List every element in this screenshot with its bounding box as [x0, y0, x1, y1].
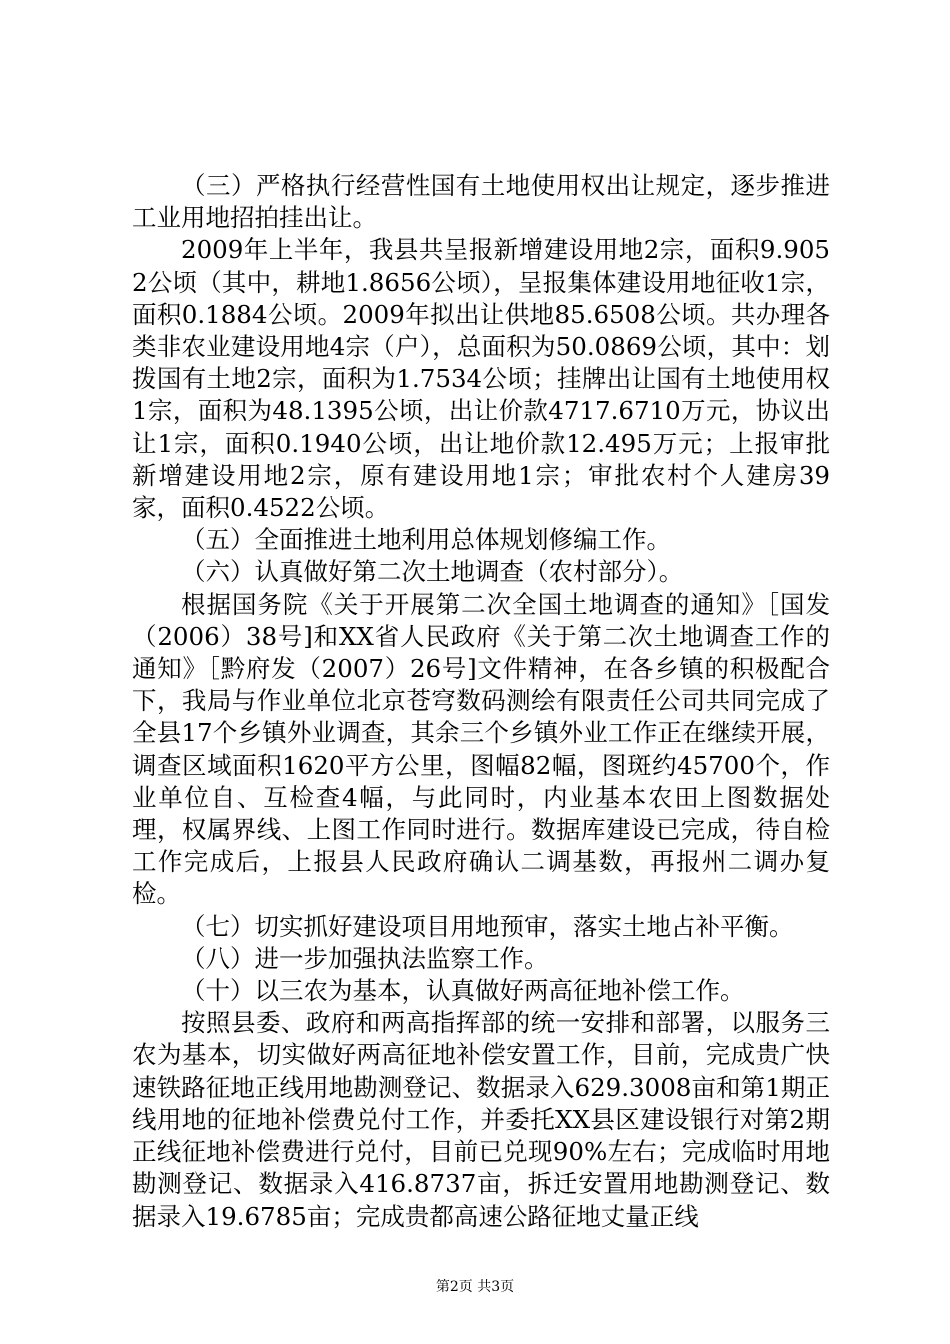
paragraph-section-6-heading: （六）认真做好第二次土地调查（农村部分）。 — [181, 557, 684, 587]
document-body — [132, 170, 830, 1233]
page-number-footer: 第2页 共3页 — [435, 1279, 515, 1295]
paragraph-second-land-survey: 根据国务院《关于开展第二次全国土地调查的通知》［国发（2006）38号]和XX省人民政府《关于第二次土地调查工作的通知》［黔府发（2007）26号]文件精神，在各乡镇的积极配合下，我局与作业单位北京苍穹数码测绘有限责任公司共同完成了全县17个乡镇外业调查，其余三个乡镇外业工作正在继续开展，调查区域面积1620平方公里，图幅82幅，图斑约45700个，作业单位自、互检查4幅，与此同时，内业基本农田上图数据处理，权属界线、上图工作同时进行。数据库建设已完成，待自检工作完成后，上报县人民政府确认二调基数，再报州二调办复检。 — [132, 589, 830, 909]
paragraph-land-supply-2009: 2009年上半年，我县共呈报新增建设用地2宗，面积9.9052公顷（其中，耕地1.8656公顷），呈报集体建设用地征收1宗，面积0.1884公顷。2009年拟出让供地85.6508公顷。共办理各类非农业建设用地4宗（户），总面积为50.0869公顷，其中：划拨国有土地2宗，面积为1.7534公顷；挂牌出让国有土地使用权1宗，面积为48.1395公顷，出让价款4717.6710万元，协议出让1宗，面积0.1940公顷，出让地价款12.495万元；上报审批新增建设用地2宗，原有建设用地1宗；审批农村个人建房39家，面积0.4522公顷。 — [132, 235, 830, 523]
paragraph-compensation-work: 按照县委、政府和两高指挥部的统一安排和部署，以服务三农为基本，切实做好两高征地补偿安置工作，目前，完成贵广快速铁路征地正线用地勘测登记、数据录入629.3008亩和第1期正线用地的征地补偿费兑付工作，并委托XX县区建设银行对第2期正线征地补偿费进行兑付，目前已兑现90%左右；完成临时用地勘测登记、数据录入416.8737亩，拆迁安置用地勘测登记、数据录入19.6785亩；完成贵都高速公路征地丈量正线 — [132, 1008, 830, 1231]
paragraph-section-7-heading: （七）切实抓好建设项目用地预审，落实土地占补平衡。 — [181, 911, 794, 941]
paragraph-section-8-heading: （八）进一步加强执法监察工作。 — [181, 943, 549, 973]
paragraph-section-10-heading: （十）以三农为基本，认真做好两高征地补偿工作。 — [181, 976, 745, 1006]
paragraph-section-3-heading: （三）严格执行经营性国有土地使用权出让规定，逐步推进工业用地招拍挂出让。 — [132, 171, 830, 233]
paragraph-section-5-heading: （五）全面推进土地利用总体规划修编工作。 — [181, 525, 671, 555]
